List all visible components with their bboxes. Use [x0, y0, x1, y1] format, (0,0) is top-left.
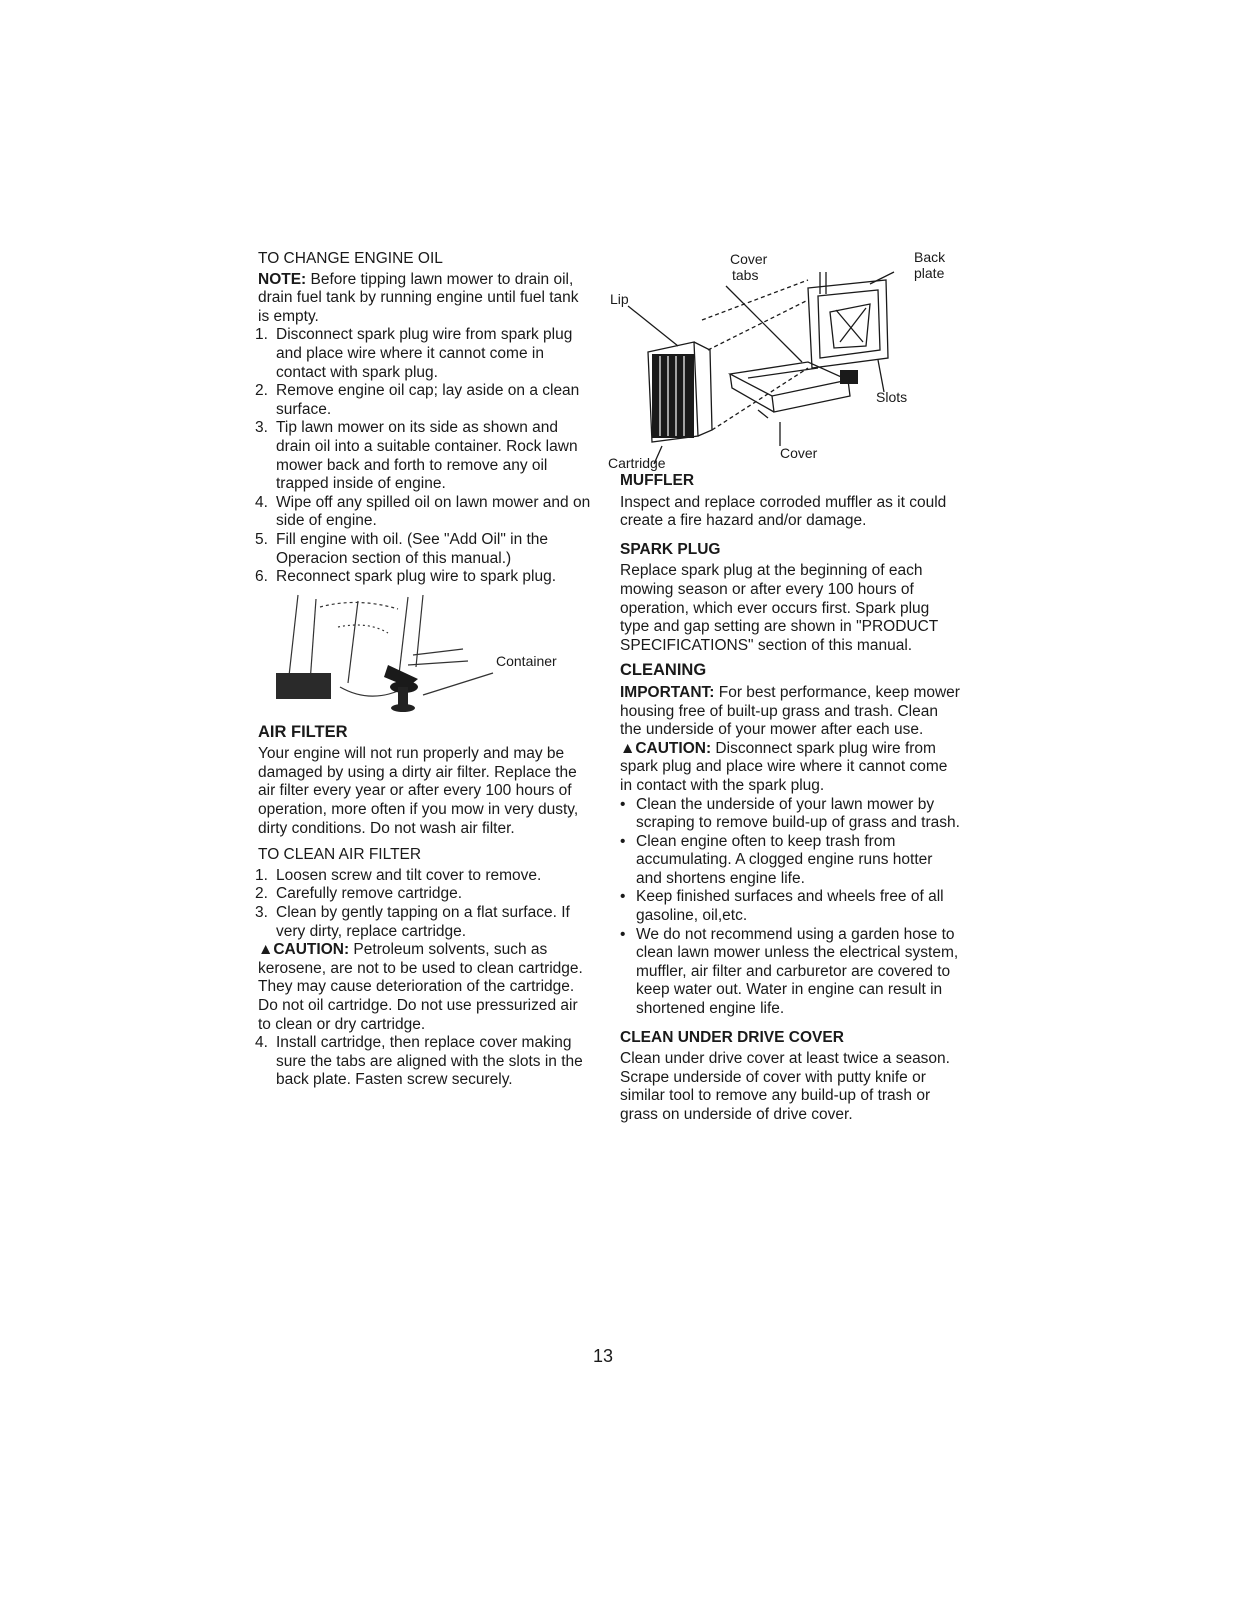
- step-number: 2.: [255, 382, 268, 400]
- step-number: 3.: [255, 419, 268, 437]
- cleaning-heading: CLEANING: [620, 661, 707, 680]
- list-item: [255, 866, 594, 886]
- air-filter-text: Your engine will not run properly and may be damaged by using a dirty air filter. Replace the air filter every year or after every 100 hours of operation, more often if you mow in very dusty, dirty conditions. Do not wash air filter.: [258, 745, 579, 837]
- step-number: 6.: [255, 568, 268, 586]
- caution-label: CAUTION:: [635, 739, 712, 757]
- air-filter-heading: AIR FILTER: [258, 722, 348, 741]
- clean-steps-list: [255, 866, 594, 941]
- important-label: IMPORTANT:: [620, 683, 715, 701]
- caution-text: Petroleum solvents, such as kerosene, are not to be used to clean cartridge. They may cause deterioration of the cartridge. Do not oil cartridge. Do not use pressurized air to clean or dry cartridge.: [258, 941, 583, 1033]
- list-item: [255, 885, 594, 904]
- oil-steps-list: [255, 326, 594, 586]
- bullet-text: Clean engine often to keep trash from accumulating. A clogged engine runs hotter and shortens engine life.: [636, 832, 933, 887]
- warning-icon: ▲: [620, 739, 636, 757]
- left-column: [255, 250, 594, 1090]
- step-text: Fill engine with oil. (See "Add Oil" in the Operacion section of this manual.): [276, 530, 549, 567]
- cover-label: Cover: [780, 445, 818, 461]
- step-number: 1.: [255, 326, 268, 344]
- step-number: 4.: [255, 493, 268, 511]
- step-text: Disconnect spark plug wire from spark plug and place wire where it cannot come in contact with spark plug.: [276, 326, 573, 381]
- cover-tabs-label-2: tabs: [732, 267, 759, 283]
- note-text: Before tipping lawn mower to drain oil, drain fuel tank by running engine until fuel tank is empty.: [258, 270, 579, 325]
- bullet-icon: •: [620, 888, 626, 906]
- list-item: [255, 419, 594, 493]
- bullet-icon: •: [620, 795, 626, 813]
- step-number: 4.: [255, 1034, 268, 1052]
- drive-cover-heading: CLEAN UNDER DRIVE COVER: [620, 1028, 844, 1046]
- step-text: Wipe off any spilled oil on lawn mower and on side of engine.: [276, 493, 591, 530]
- bullet-text: Clean the underside of your lawn mower by scraping to remove build-up of grass and trash.: [636, 795, 960, 832]
- oil-note: [258, 271, 594, 327]
- container-label: Container: [496, 652, 557, 669]
- warning-icon: ▲: [258, 941, 274, 959]
- oil-drain-illustration: [258, 587, 594, 717]
- cleaning-caution: [620, 740, 960, 796]
- step-number: 3.: [255, 904, 268, 922]
- important-note: [620, 684, 960, 740]
- caution-label: CAUTION:: [273, 941, 350, 959]
- list-item: [255, 382, 594, 419]
- list-item: [255, 568, 594, 587]
- list-item: [255, 904, 594, 941]
- bullet-icon: •: [620, 832, 626, 850]
- clean-filter-heading: TO CLEAN AIR FILTER: [258, 846, 422, 864]
- step-text: Tip lawn mower on its side as shown and drain oil into a suitable container. Rock lawn mower back and forth to remove any oil trapped inside of engine.: [276, 419, 578, 493]
- list-item: [620, 833, 960, 889]
- caution-text: Disconnect spark plug wire from spark plug and place wire where it cannot come in contact with the spark plug.: [620, 739, 948, 794]
- list-item: [255, 1034, 594, 1090]
- page-number: 13: [593, 1346, 614, 1366]
- spark-plug-text: Replace spark plug at the beginning of each mowing season or after every 100 hours of operation, which ever occurs first. Spark plug type and gap setting are shown in "PRODUCT SPECIFICATIONS" section of this manual.: [620, 562, 938, 654]
- step-text: Carefully remove cartridge.: [276, 885, 463, 903]
- step-number: 1.: [255, 866, 268, 884]
- list-item: [255, 493, 594, 531]
- bullet-text: We do not recommend using a garden hose to clean lawn mower unless the electrical system, muffler, air filter and carburetor are covered to keep water out. Water in engine can result in shortened engine life.: [636, 925, 959, 1018]
- air-filter-diagram: [608, 250, 948, 472]
- filter-caution: [258, 941, 594, 1034]
- cartridge-label: Cartridge: [608, 455, 666, 471]
- muffler-heading: MUFFLER: [620, 472, 695, 489]
- clean-steps-list-cont: [255, 1034, 594, 1090]
- list-item: [620, 796, 960, 833]
- back-plate-label-2: plate: [914, 265, 945, 281]
- cover-tabs-label-1: Cover: [730, 251, 768, 267]
- step-text: Install cartridge, then replace cover making sure the tabs are aligned with the slots in the back plate. Fasten screw securely.: [276, 1034, 583, 1089]
- change-oil-heading: TO CHANGE ENGINE OIL: [258, 250, 443, 267]
- note-label: NOTE:: [258, 270, 307, 288]
- right-column: [608, 250, 960, 1125]
- step-number: 5.: [255, 530, 268, 548]
- list-item: [255, 530, 594, 568]
- back-plate-label-1: Back: [914, 250, 946, 265]
- list-item: [620, 888, 960, 925]
- list-item: [255, 326, 594, 382]
- slots-label: Slots: [876, 389, 908, 405]
- muffler-text: Inspect and replace corroded muffler as it could create a fire hazard and/or damage.: [620, 493, 947, 530]
- step-text: Loosen screw and tilt cover to remove.: [276, 866, 542, 884]
- step-text: Reconnect spark plug wire to spark plug.: [276, 568, 557, 586]
- cleaning-bullets: [620, 796, 960, 1019]
- bullet-text: Keep finished surfaces and wheels free of all gasoline, oil,etc.: [636, 888, 944, 925]
- important-text: For best performance, keep mower housing free of built-up grass and trash. Clean the underside of your mower after each use.: [620, 683, 960, 739]
- step-text: Clean by gently tapping on a flat surface. If very dirty, replace cartridge.: [276, 904, 570, 940]
- step-number: 2.: [255, 885, 268, 903]
- list-item: [620, 926, 960, 1019]
- spark-plug-heading: SPARK PLUG: [620, 540, 721, 558]
- lip-label: Lip: [610, 291, 629, 307]
- bullet-icon: •: [620, 925, 626, 943]
- step-text: Remove engine oil cap; lay aside on a clean surface.: [276, 382, 580, 418]
- drive-cover-text: Clean under drive cover at least twice a season. Scrape underside of cover with putty knife or similar tool to remove any build-up of trash or grass on underside of drive cover.: [620, 1050, 950, 1123]
